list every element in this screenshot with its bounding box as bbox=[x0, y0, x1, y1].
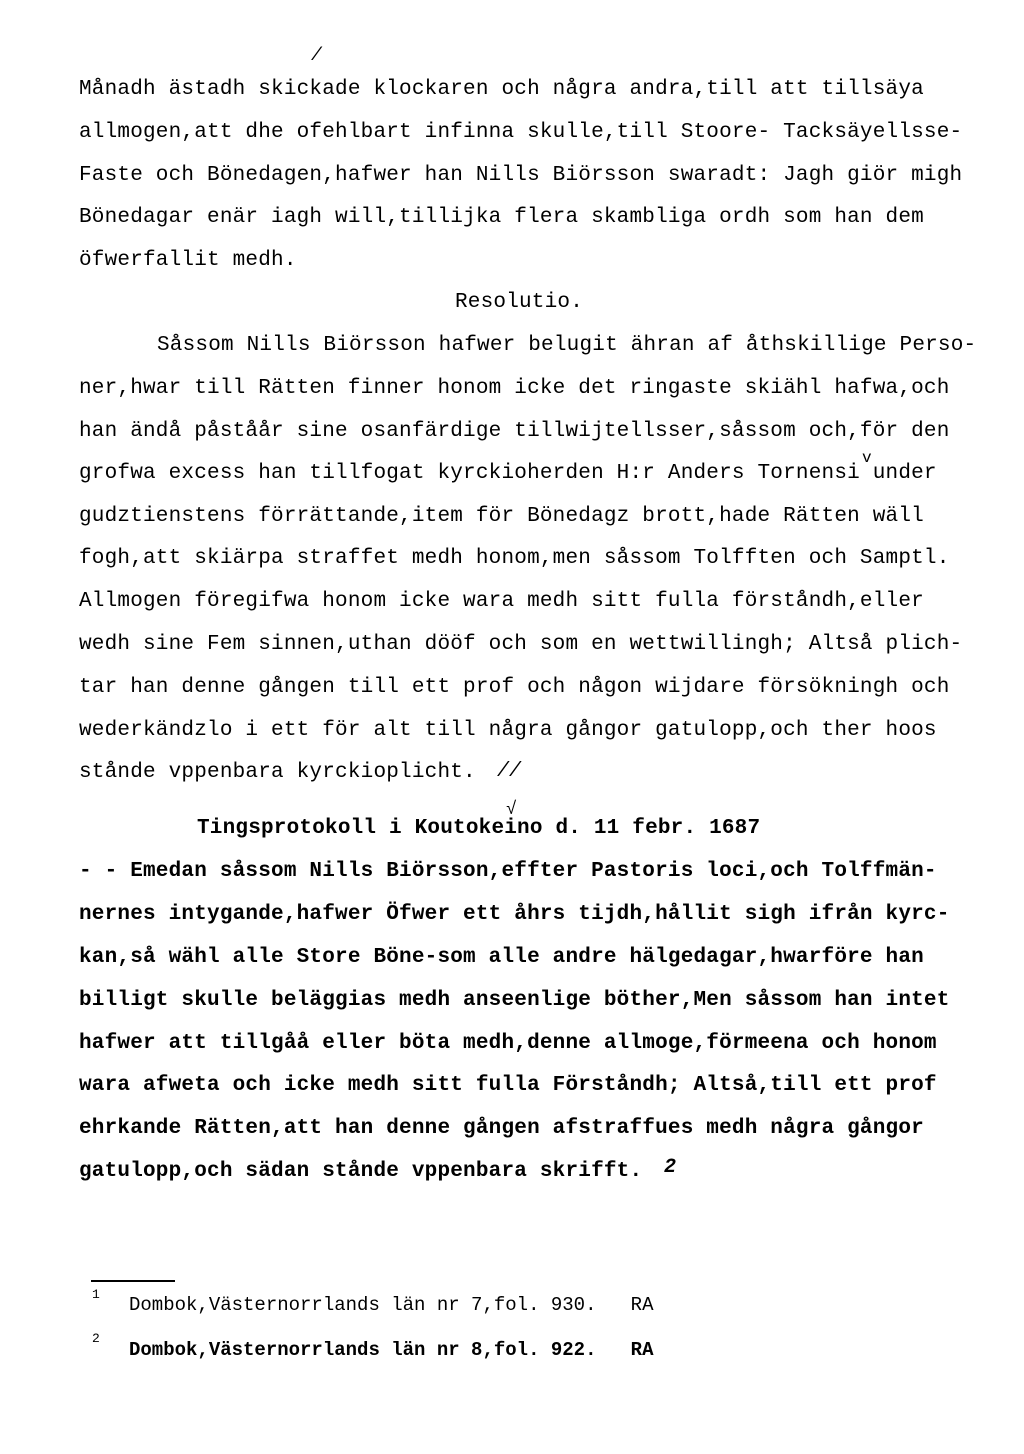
paragraph-1-line: öfwerfallit medh. bbox=[79, 249, 297, 272]
paragraph-2-line: fogh,att skiärpa straffet medh honom,men såssom Tolfften och Samptl. bbox=[79, 547, 950, 570]
paragraph-3-line: ehrkande Rätten,att han denne gången afstraffues medh några gångor bbox=[79, 1117, 924, 1140]
paragraph-2-line: Såssom Nills Biörsson hafwer belugit ähran af åthskillige Perso- bbox=[157, 334, 977, 357]
footnote-ref-1: // bbox=[497, 760, 522, 783]
paragraph-3-line: gatulopp,och sädan stånde vppenbara skrifft. bbox=[79, 1160, 643, 1183]
paragraph-2-line: grofwa excess han tillfogat kyrckioherden H:r Anders Tornensi under bbox=[79, 462, 937, 485]
paragraph-3-line: hafwer att tillgåå eller böta medh,denne allmoge,förmeena och honom bbox=[79, 1032, 937, 1055]
paragraph-3-line: wara afweta och icke medh sitt fulla Förståndh; Altså,till ett prof bbox=[79, 1074, 937, 1097]
footnote-2: Dombok,Västernorrlands län nr 8,fol. 922. RA bbox=[129, 1339, 654, 1361]
check-mark: √ bbox=[506, 800, 517, 820]
footnote-ref-2: 2 bbox=[664, 1156, 677, 1179]
heading-tingsprotokoll: Tingsprotokoll i Koutokeino d. 11 febr. 1687 bbox=[197, 817, 761, 840]
top-mark: / bbox=[311, 46, 322, 66]
footnote-divider bbox=[91, 1280, 175, 1282]
paragraph-3-line: nernes intygande,hafwer Öfwer ett åhrs tijdh,hållit sigh ifrån kyrc- bbox=[79, 903, 950, 926]
paragraph-3-line: billigt skulle beläggias medh anseenlige böther,Men såssom han intet bbox=[79, 989, 950, 1012]
paragraph-1-line: Bönedagar enär iagh will,tillijka flera skambliga ordh som han dem bbox=[79, 206, 924, 229]
paragraph-2-line: tar han denne gången till ett prof och någon wijdare försökningh och bbox=[79, 676, 950, 699]
paragraph-2-line: wederkändzlo i ett för alt till några gångor gatulopp,och ther hoos bbox=[79, 719, 937, 742]
paragraph-3-line: kan,så wähl alle Store Böne-som alle andre hälgedagar,hwarföre han bbox=[79, 946, 924, 969]
heading-resolutio: Resolutio. bbox=[455, 291, 584, 314]
footnote-1: Dombok,Västernorrlands län nr 7,fol. 930. RA bbox=[129, 1294, 654, 1316]
insertion-mark: v bbox=[862, 449, 872, 467]
footnote-1-mark: 1 bbox=[92, 1287, 100, 1302]
paragraph-3-line: - - Emedan såssom Nills Biörsson,effter Pastoris loci,och Tolffmän- bbox=[79, 860, 937, 883]
paragraph-2-line: han ändå påståår sine osanfärdige tillwijtellsser,såssom och,för den bbox=[79, 420, 950, 443]
paragraph-2-line: stånde vppenbara kyrckioplicht. bbox=[79, 761, 476, 784]
paragraph-2-line: wedh sine Fem sinnen,uthan dööf och som en wettwillingh; Altså plich- bbox=[79, 633, 963, 656]
paragraph-2-line: gudztienstens förrättande,item för Bönedagz brott,hade Rätten wäll bbox=[79, 505, 924, 528]
paragraph-1-line: Månadh ästadh skickade klockaren och några andra,till att tillsäya bbox=[79, 78, 924, 101]
paragraph-1-line: Faste och Bönedagen,hafwer han Nills Biörsson swaradt: Jagh giör migh bbox=[79, 164, 963, 187]
footnote-2-mark: 2 bbox=[92, 1331, 100, 1346]
paragraph-1-line: allmogen,att dhe ofehlbart infinna skulle,till Stoore- Tacksäyellsse- bbox=[79, 121, 963, 144]
paragraph-2-line: ner,hwar till Rätten finner honom icke det ringaste skiähl hafwa,och bbox=[79, 377, 950, 400]
paragraph-2-line: Allmogen föregifwa honom icke wara medh sitt fulla förståndh,eller bbox=[79, 590, 924, 613]
